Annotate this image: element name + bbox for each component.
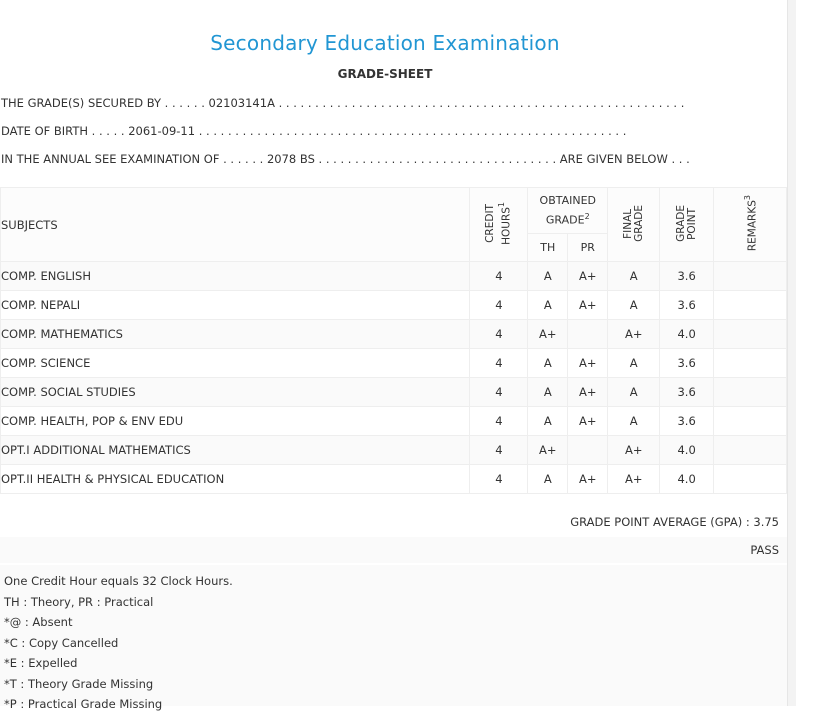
remarks-header: [714, 188, 787, 262]
pr-grade-cell: A+: [568, 465, 608, 494]
grades-table: [0, 187, 787, 494]
page-title: Secondary Education Examination: [210, 31, 560, 55]
remarks-cell: [714, 349, 787, 378]
final-grade-cell: A+: [608, 436, 660, 465]
remarks-cell: [714, 378, 787, 407]
secured-by-line: THE GRADE(S) SECURED BY . . . . . . 02103141A . . . . . . . . . . . . . . . . . . . . . . . . . . . . . . . . . . . . . . . . . . . . . . . . . . . . . . . .: [1, 96, 685, 110]
pr-grade-cell: [568, 320, 608, 349]
remarks-cell: [714, 320, 787, 349]
grade-point-cell: 4.0: [660, 320, 714, 349]
table-row: [1, 436, 787, 465]
grade-point-header: [660, 188, 714, 262]
pr-grade-cell: A+: [568, 349, 608, 378]
credit-cell: 4: [470, 349, 528, 378]
subject-cell: COMP. NEPALI: [1, 291, 470, 320]
obtained-grade-label-2: GRADE: [545, 213, 585, 227]
credit-cell: 4: [470, 320, 528, 349]
remarks-cell: [714, 436, 787, 465]
grade-point-cell: 3.6: [660, 349, 714, 378]
subject-cell: COMP. SCIENCE: [1, 349, 470, 378]
remarks-cell: [714, 465, 787, 494]
table-row: [1, 291, 787, 320]
page-scrollbar[interactable]: [787, 0, 796, 706]
obtained-grade-sup: 2: [584, 211, 590, 221]
grade-point-cell: 3.6: [660, 378, 714, 407]
credit-cell: 4: [470, 436, 528, 465]
result-band: [0, 537, 787, 563]
table-row: [1, 378, 787, 407]
table-row: [1, 320, 787, 349]
grade-point-cell: 4.0: [660, 436, 714, 465]
final-grade-cell: A+: [608, 320, 660, 349]
exam-line: IN THE ANNUAL SEE EXAMINATION OF . . . . . . 2078 BS . . . . . . . . . . . . . . . . . . . . . . . . . . . . . . . . . ARE GIVEN BELOW . . .: [1, 152, 690, 166]
table-row: [1, 262, 787, 291]
final-grade-header-label: FINAL GRADE: [621, 204, 645, 242]
pr-grade-cell: A+: [568, 262, 608, 291]
credit-cell: 4: [470, 291, 528, 320]
credit-hours-header-label: CREDIT HOURS$^1$: [484, 201, 513, 245]
date-of-birth-line: DATE OF BIRTH . . . . . 2061-09-11 . . . . . . . . . . . . . . . . . . . . . . . . . . . . . . . . . . . . . . . . . . . . . . . . . . . . . . . . . . .: [1, 124, 627, 138]
final-grade-cell: A: [608, 262, 660, 291]
subjects-header: [1, 188, 470, 262]
subjects-header-label: SUBJECTS: [1, 217, 58, 232]
credit-cell: 4: [470, 262, 528, 291]
subject-cell: COMP. MATHEMATICS: [1, 320, 470, 349]
th-grade-cell: A: [528, 291, 568, 320]
grade-point-cell: 3.6: [660, 262, 714, 291]
gpa-summary: GRADE POINT AVERAGE (GPA) : 3.75: [570, 515, 779, 529]
result-status: PASS: [750, 543, 779, 557]
remarks-cell: [714, 407, 787, 436]
pr-grade-cell: A+: [568, 378, 608, 407]
remarks-header-label: REMARKS$^3$: [742, 194, 759, 252]
grade-point-cell: 3.6: [660, 291, 714, 320]
th-grade-cell: A: [528, 378, 568, 407]
subject-cell: OPT.I ADDITIONAL MATHEMATICS: [1, 436, 470, 465]
footnote-item: *T : Theory Grade Missing: [4, 676, 154, 691]
subject-cell: COMP. ENGLISH: [1, 262, 470, 291]
table-row: [1, 349, 787, 378]
credit-cell: 4: [470, 407, 528, 436]
obtained-grade-label-1: OBTAINED: [539, 193, 597, 207]
th-grade-cell: A+: [528, 320, 568, 349]
remarks-cell: [714, 291, 787, 320]
footnote-item: *C : Copy Cancelled: [4, 635, 119, 650]
pr-grade-cell: [568, 436, 608, 465]
grade-point-header-label: GRADE POINT: [674, 204, 698, 242]
footnote-item: TH : Theory, PR : Practical: [4, 594, 154, 609]
footnotes: [4, 571, 233, 715]
final-grade-header: [608, 188, 660, 262]
footnote-item: *@ : Absent: [4, 615, 73, 629]
credit-cell: 4: [470, 378, 528, 407]
credit-hours-header: [470, 188, 528, 262]
subject-cell: COMP. HEALTH, POP & ENV EDU: [1, 407, 470, 436]
grade-sheet-heading: GRADE-SHEET: [337, 67, 433, 81]
credit-cell: 4: [470, 465, 528, 494]
subject-cell: OPT.II HEALTH & PHYSICAL EDUCATION: [1, 465, 470, 494]
subject-cell: COMP. SOCIAL STUDIES: [1, 378, 470, 407]
final-grade-cell: A: [608, 291, 660, 320]
th-header: TH: [528, 234, 568, 262]
th-grade-cell: A: [528, 349, 568, 378]
grade-point-cell: 3.6: [660, 407, 714, 436]
pr-grade-cell: A+: [568, 407, 608, 436]
obtained-grade-header: [528, 188, 608, 234]
final-grade-cell: A: [608, 378, 660, 407]
footnote-item: *E : Expelled: [4, 656, 78, 670]
final-grade-cell: A: [608, 407, 660, 436]
th-grade-cell: A: [528, 262, 568, 291]
th-grade-cell: A: [528, 407, 568, 436]
footnote-item: One Credit Hour equals 32 Clock Hours.: [4, 574, 233, 588]
final-grade-cell: A+: [608, 465, 660, 494]
footnote-item: *P : Practical Grade Missing: [4, 697, 163, 711]
pr-grade-cell: A+: [568, 291, 608, 320]
pr-header: PR: [568, 234, 608, 262]
remarks-cell: [714, 262, 787, 291]
th-grade-cell: A: [528, 465, 568, 494]
grade-point-cell: 4.0: [660, 465, 714, 494]
th-grade-cell: A+: [528, 436, 568, 465]
final-grade-cell: A: [608, 349, 660, 378]
table-row: [1, 407, 787, 436]
table-row: [1, 465, 787, 494]
